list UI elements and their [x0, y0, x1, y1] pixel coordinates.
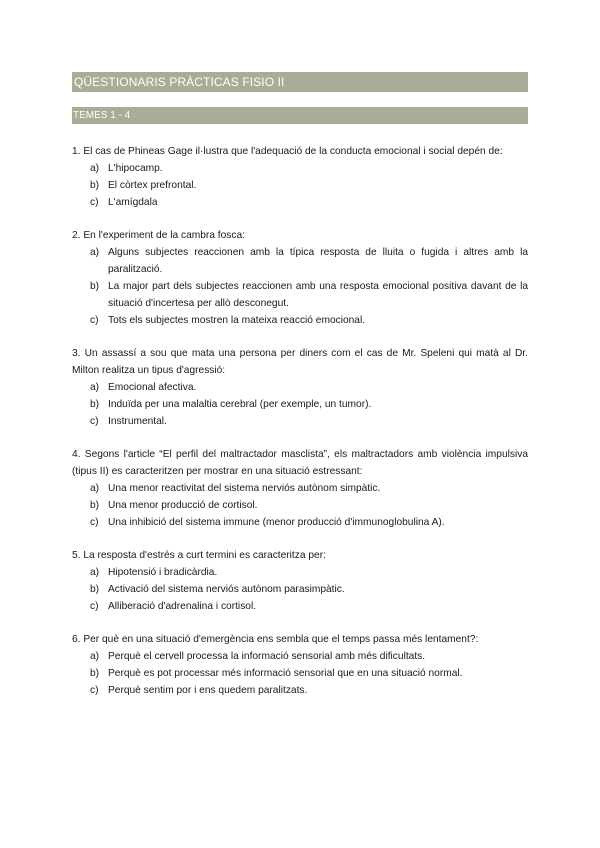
question-4 — [72, 446, 528, 531]
option-text: Perquè sentim por i ens quedem paralitzats. — [108, 685, 308, 696]
option-b — [72, 278, 528, 312]
question-text: 5. La resposta d'estrés a curt termini es caracteritza per: — [72, 550, 326, 561]
option-text: Tots els subjectes mostren la mateixa reacció emocional. — [108, 315, 366, 326]
option-text: Perquè el cervell processa la informació sensorial amb més dificultats. — [108, 651, 426, 662]
question-list — [72, 143, 528, 699]
option-a — [72, 244, 528, 278]
option-letter: a) — [90, 483, 100, 494]
option-letter: b) — [90, 180, 100, 191]
option-letter: b) — [90, 668, 100, 679]
option-text: El còrtex prefrontal. — [108, 180, 197, 191]
option-c — [72, 312, 528, 329]
question-text: 2. En l'experiment de la cambra fosca: — [72, 230, 245, 241]
question-1 — [72, 143, 528, 211]
option-list — [72, 160, 528, 211]
option-letter: c) — [90, 685, 99, 696]
option-a — [72, 379, 528, 396]
question-text: 4. Segons l'article “El perfil del maltractador masclista”, els maltractadors amb violència impulsiva (tipus II) es caracteritzen per mostrar en una situació estressant: — [72, 449, 528, 477]
option-text: La major part dels subjectes reaccionen amb una resposta emocional positiva davant de la situació d'incertesa per allò desconegut. — [108, 281, 528, 309]
question-3 — [72, 345, 528, 430]
option-c — [72, 514, 528, 531]
option-b — [72, 665, 528, 682]
option-text: Una menor producció de cortisol. — [108, 500, 258, 511]
option-c — [72, 598, 528, 615]
option-a — [72, 648, 528, 665]
question-2 — [72, 227, 528, 329]
option-letter: c) — [90, 315, 99, 326]
option-b — [72, 497, 528, 514]
option-text: Alguns subjectes reaccionen amb la típica resposta de lluita o fugida i altres amb la paralització. — [108, 247, 528, 275]
question-text: 1. El cas de Phineas Gage il·lustra que l'adequació de la conducta emocional i social depén de: — [72, 146, 503, 157]
section-heading: TEMES 1 - 4 — [72, 107, 528, 124]
option-letter: c) — [90, 197, 99, 208]
option-letter: a) — [90, 651, 100, 662]
option-text: L'amígdala — [108, 197, 158, 208]
option-text: Una menor reactivitat del sistema nerviós autònom simpàtic. — [108, 483, 381, 494]
option-text: Activació del sistema nerviós autònom parasimpàtic. — [108, 584, 345, 595]
option-c — [72, 682, 528, 699]
option-letter: b) — [90, 281, 100, 292]
option-list — [72, 648, 528, 699]
option-text: Hipotensió i bradicàrdia. — [108, 567, 218, 578]
option-a — [72, 160, 528, 177]
option-b — [72, 396, 528, 413]
question-text: 6. Per què en una situació d'emergència ens sembla que el temps passa més lentament?: — [72, 634, 479, 645]
option-text: L'hipocamp. — [108, 163, 163, 174]
option-list — [72, 480, 528, 531]
option-letter: b) — [90, 584, 100, 595]
option-letter: b) — [90, 399, 100, 410]
option-text: Instrumental. — [108, 416, 167, 427]
option-c — [72, 413, 528, 430]
option-letter: b) — [90, 500, 100, 511]
option-a — [72, 564, 528, 581]
option-letter: c) — [90, 416, 99, 427]
option-a — [72, 480, 528, 497]
option-text: Emocional afectiva. — [108, 382, 197, 393]
option-letter: a) — [90, 163, 100, 174]
option-text: Induïda per una malaltia cerebral (per exemple, un tumor). — [108, 399, 372, 410]
option-letter: c) — [90, 517, 99, 528]
option-b — [72, 177, 528, 194]
option-letter: c) — [90, 601, 99, 612]
option-letter: a) — [90, 382, 100, 393]
document-title: QÜESTIONARIS PRÀCTICAS FISIO II — [72, 72, 528, 92]
question-text: 3. Un assassí a sou que mata una persona per diners com el cas de Mr. Speleni qui matà al Dr. Milton realitza un tipus d'agressió: — [72, 348, 528, 376]
option-list — [72, 244, 528, 329]
option-text: Perquè es pot processar més informació sensorial que en una situació normal. — [108, 668, 463, 679]
option-text: Una inhibició del sistema immune (menor producció d'immunoglobulina A). — [108, 517, 445, 528]
document-page — [72, 72, 528, 715]
option-b — [72, 581, 528, 598]
question-5 — [72, 547, 528, 615]
option-list — [72, 564, 528, 615]
option-list — [72, 379, 528, 430]
option-letter: a) — [90, 247, 100, 258]
option-c — [72, 194, 528, 211]
option-letter: a) — [90, 567, 100, 578]
option-text: Alliberació d'adrenalina i cortisol. — [108, 601, 257, 612]
question-6 — [72, 631, 528, 699]
